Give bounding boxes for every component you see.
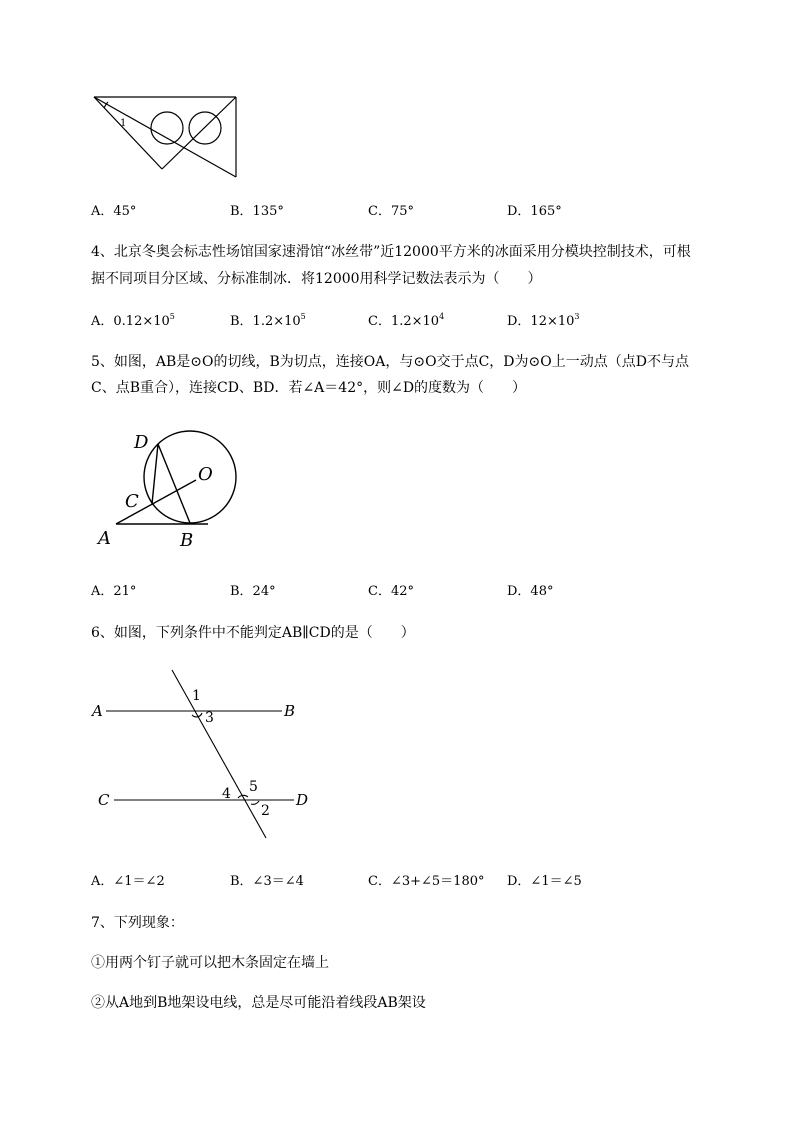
q6-angle-arc-2 [251,801,259,804]
q3-figure [90,92,242,184]
q4-options [91,310,731,330]
q5-option-d[interactable]: D．48° [507,584,554,599]
q5-options [91,580,731,600]
q6-option-d[interactable]: D．∠1＝∠5 [507,874,582,889]
q6-label-d: D [296,791,309,809]
q3-option-d[interactable]: D．165° [507,204,562,219]
q6-figure [88,664,318,848]
q7-item-2: ②从A地到B地架设电线，总是尽可能沿着线段AB架设 [91,995,426,1011]
q6-label-a: A [92,702,103,720]
q5-label-d: D [134,432,149,453]
q6-label-b: B [284,702,296,720]
q4-option-d[interactable]: D．$12\times 10^3$ [507,312,580,329]
q3-circle-right [189,112,221,144]
q3-line-top-left-to-right [94,97,236,177]
q6-options [91,870,731,890]
q5-option-c[interactable]: C．42° [368,584,414,599]
q6-option-a[interactable]: A．∠1＝∠2 [91,874,165,889]
q5-stem-line2: C、点B重合），连接CD、BD．若∠A＝42°，则∠D的度数为（ ） [91,380,527,396]
q3-line-bottom-to-right [162,97,236,169]
q6-label-c: C [98,791,110,809]
q6-option-c[interactable]: C．∠3+∠5＝180° [368,874,485,889]
q6-angle-3: 3 [205,710,214,726]
q5-option-b[interactable]: B．24° [230,584,276,599]
q6-angle-5: 5 [249,779,258,795]
q4-stem-line2: 据不同项目分区域、分标准制冰．将12000用科学记数法表示为（ ） [91,271,542,287]
q5-label-o: O [198,464,213,485]
q5-figure [94,428,254,552]
q5-label-b: B [180,530,194,551]
q5-label-a: A [98,528,111,549]
q3-option-a[interactable]: A．45° [91,204,137,219]
q4-option-a[interactable]: A．$0.12\times 10^5$ [91,312,175,329]
q3-angle-label: 1 [120,118,127,129]
q4-option-c[interactable]: C．$1.2\times 10^4$ [368,312,445,329]
q6-angle-2: 2 [261,803,270,819]
q5-stem-line1: 5、如图，AB是⊙O的切线，B为切点，连接OA，与⊙O交于点C，D为⊙O上一动点（点D不与点 [91,354,689,370]
q6-stem-line1: 6、如图，下列条件中不能判定AB∥CD的是（ ） [91,625,415,641]
q6-angle-1: 1 [192,688,201,704]
q5-line-dc [152,444,158,504]
q6-option-b[interactable]: B．∠3＝∠4 [230,874,304,889]
q5-label-c: C [125,491,139,512]
q3-options [91,200,731,220]
q3-option-c[interactable]: C．75° [368,204,414,219]
q6-angle-4: 4 [222,786,231,802]
q7-stem-line1: 7、下列现象： [91,915,184,931]
q5-line-db [158,444,190,523]
q4-option-b[interactable]: B．$1.2\times 10^5$ [230,312,306,329]
q3-option-b[interactable]: B．135° [230,204,284,219]
q4-stem-line1: 4、北京冬奥会标志性场馆国家速滑馆“冰丝带”近12000平方米的冰面采用分模块控制技术，可根 [91,244,691,260]
q6-transversal [172,670,266,838]
q7-item-1: ①用两个钉子就可以把木条固定在墙上 [91,955,329,971]
q3-circle-left [151,112,183,144]
q5-option-a[interactable]: A．21° [91,584,137,599]
